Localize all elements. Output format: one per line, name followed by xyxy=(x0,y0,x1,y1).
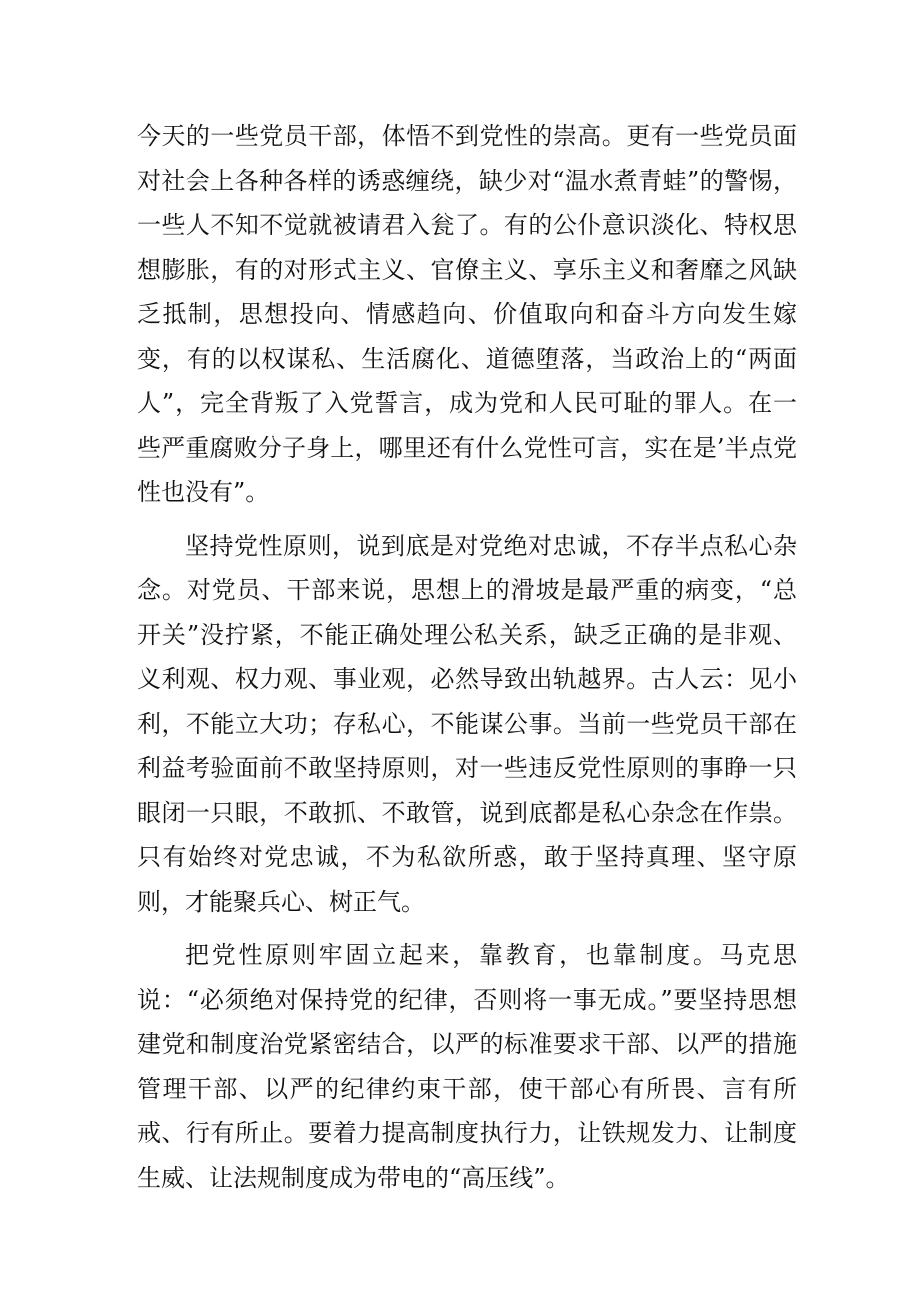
paragraph-1: 今天的一些党员干部，体悟不到党性的崇高。更有一些党员面对社会上各种各样的诱惑缠绕，缺少对“温水煮青蛙”的警惕，一些人不知不觉就被请君入瓮了。有的公仆意识淡化、特权思想膨胀，有的对形式主义、官僚主义、享乐主义和奢靡之风缺乏抵制，思想投向、情感趋向、价值取向和奋斗方向发生嫁变，有的以权谋私、生活腐化、道德堕落，当政治上的“两面人”，完全背叛了入党誓言，成为党和人民可耻的罪人。在一些严重腐败分子身上，哪里还有什么党性可言，实在是’半点党性也没有”。 xyxy=(137,122,797,506)
document-body xyxy=(137,114,797,1209)
paragraph-3: 把党性原则牢固立起来，靠教育，也靠制度。马克思说：“必须绝对保持党的纪律，否则将一事无成。”要坚持思想建党和制度治党紧密结合，以严的标准要求干部、以严的措施管理干部、以严的纪律约束干部，使干部心有所畏、言有所戒、行有所止。要着力提高制度执行力，让铁规发力、让制度生威、让法规制度成为带电的“高压线”。 xyxy=(137,941,797,1192)
paragraph-2: 坚持党性原则，说到底是对党绝对忠诚，不存半点私心杂念。对党员、干部来说，思想上的滑坡是最严重的病变，“总开关”没拧紧，不能正确处理公私关系，缺乏正确的是非观、义利观、权力观、事业观，必然导致出轨越界。古人云：见小利，不能立大功；存私心，不能谋公事。当前一些党员干部在利益考验面前不敢坚持原则，对一些违反党性原则的事睁一只眼闭一只眼，不敢抓、不敢管，说到底都是私心杂念在作祟。只有始终对党忠诚，不为私欲所惑，敢于坚持真理、坚守原则，才能聚兵心、树正气。 xyxy=(137,531,797,916)
